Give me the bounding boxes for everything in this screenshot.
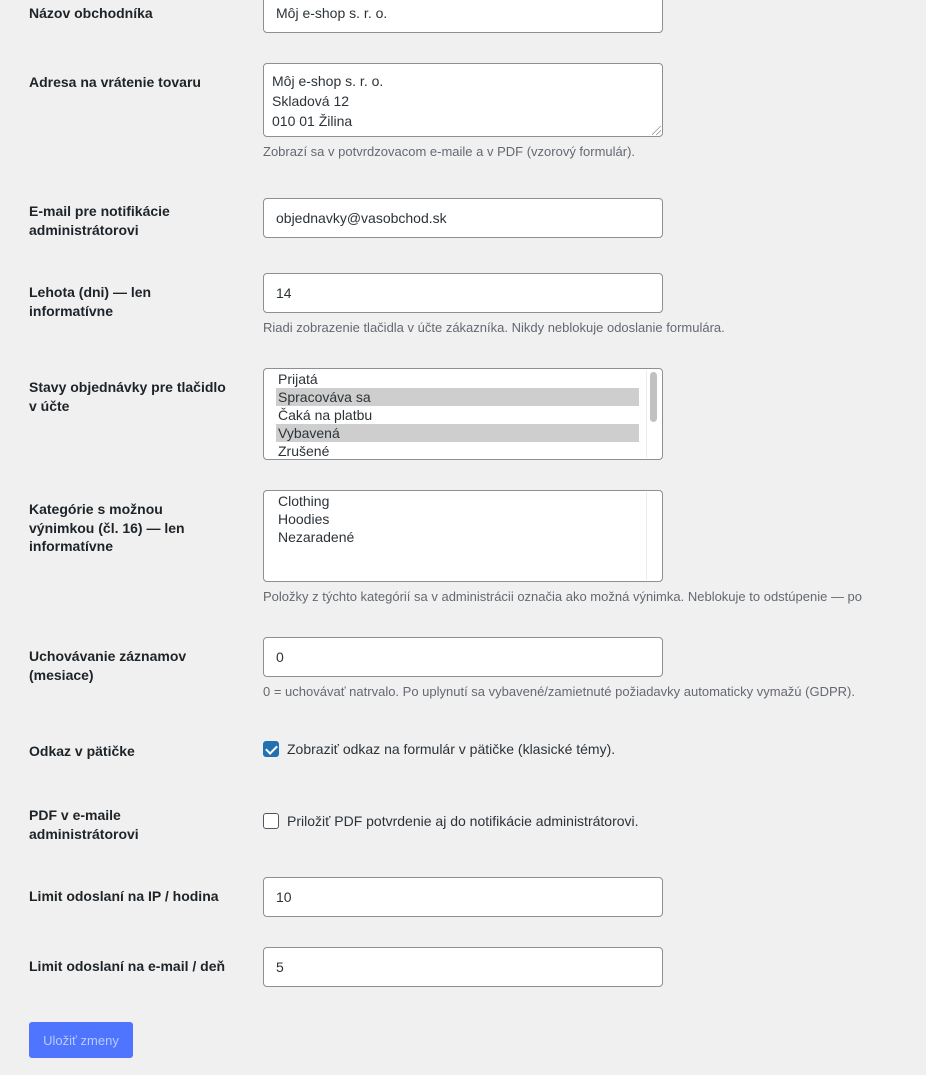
footer-link-label: Odkaz v pätičke [29, 743, 135, 759]
order-status-option[interactable]: Prijatá [278, 371, 318, 387]
deadline-label [29, 283, 234, 320]
order-status-option[interactable]: Vybavená [276, 424, 639, 442]
exempt-categories-label-line: výnimkou (čl. 16) — len [29, 519, 185, 536]
retention-label [29, 647, 234, 684]
order-statuses-label [29, 378, 234, 415]
admin-email-label-line: administrátorovi [29, 221, 139, 238]
exempt-categories-label [29, 500, 234, 556]
admin-pdf-checkbox-label[interactable]: Priložiť PDF potvrdenie aj do notifikácie administrátorovi. [287, 813, 639, 829]
order-status-option[interactable]: Zrušené [278, 443, 330, 459]
order-statuses-label-line: Stavy objednávky pre tlačidlo [29, 379, 226, 395]
retention-description: 0 = uchovávať natrvalo. Po uplynutí sa vybavené/zamietnuté požiadavky automaticky vymažú (GDPR). [263, 684, 855, 699]
retention-label-line: Uchovávanie záznamov [29, 648, 187, 664]
order-status-option[interactable]: Spracováva sa [276, 388, 639, 406]
email-limit-input[interactable]: 5 [263, 947, 663, 987]
scrollbar-thumb[interactable] [650, 372, 657, 422]
admin-email-input[interactable]: objednavky@vasobchod.sk [263, 198, 663, 238]
deadline-label-line: informatívne [29, 302, 114, 319]
footer-link-checkbox-label[interactable]: Zobraziť odkaz na formulár v pätičke (klasické témy). [287, 741, 616, 757]
resize-handle-icon[interactable] [652, 126, 661, 135]
retention-label-line: (mesiace) [29, 666, 94, 683]
exempt-categories-label-line: Kategórie s možnou [29, 501, 163, 517]
order-statuses-multiselect[interactable] [263, 368, 663, 460]
deadline-input[interactable]: 14 [263, 273, 663, 313]
order-statuses-scrollbar[interactable] [646, 370, 661, 458]
admin-pdf-label-line: administrátorovi [29, 825, 139, 842]
shop-name-label: Názov obchodníka [29, 5, 153, 21]
shop-name-input[interactable]: Môj e-shop s. r. o. [263, 0, 663, 33]
category-option[interactable]: Hoodies [278, 511, 330, 527]
footer-link-checkbox[interactable] [263, 741, 279, 757]
return-address-line: 010 01 Žilina [272, 113, 353, 129]
admin-email-label-line: E-mail pre notifikácie [29, 203, 170, 219]
ip-limit-input[interactable]: 10 [263, 877, 663, 917]
deadline-label-line: Lehota (dni) — len [29, 284, 152, 300]
retention-input[interactable]: 0 [263, 637, 663, 677]
exempt-categories-scrollbar[interactable] [646, 492, 661, 580]
footer-link-option[interactable] [263, 741, 615, 757]
order-status-option[interactable]: Čaká na platbu [278, 407, 373, 423]
exempt-categories-multiselect[interactable] [263, 490, 663, 582]
admin-pdf-label-line: PDF v e-maile [29, 807, 121, 823]
category-option[interactable]: Nezaradené [278, 529, 355, 545]
return-address-textarea[interactable] [263, 63, 663, 137]
exempt-categories-label-line: informatívne [29, 538, 114, 554]
return-address-line: Skladová 12 [272, 93, 350, 109]
admin-pdf-checkbox[interactable] [263, 813, 279, 829]
ip-limit-label: Limit odoslaní na IP / hodina [29, 888, 219, 904]
admin-pdf-option[interactable] [263, 813, 639, 829]
exempt-categories-description: Položky z týchto kategórií sa v administrácii označia ako možná výnimka. Neblokuje to odstúpenie — po [263, 589, 863, 604]
return-address-description: Zobrazí sa v potvrdzovacom e-maile a v PDF (vzorový formulár). [263, 144, 636, 159]
email-limit-label: Limit odoslaní na e-mail / deň [29, 958, 226, 974]
admin-pdf-label [29, 806, 234, 843]
category-option[interactable]: Clothing [278, 493, 330, 509]
return-address-line: Môj e-shop s. r. o. [272, 73, 384, 89]
order-statuses-label-line: v účte [29, 397, 70, 414]
return-address-label: Adresa na vrátenie tovaru [29, 74, 201, 90]
save-changes-button[interactable]: Uložiť zmeny [29, 1022, 133, 1058]
admin-email-label [29, 202, 234, 239]
deadline-description: Riadi zobrazenie tlačidla v účte zákazníka. Nikdy neblokuje odoslanie formulára. [263, 320, 725, 335]
